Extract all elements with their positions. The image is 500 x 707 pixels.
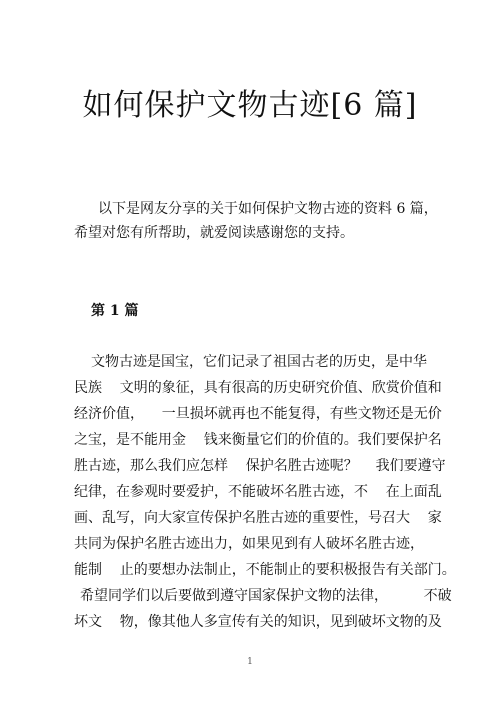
body-line-6: 纪律，在参观时要爱护，不能破坏名胜古迹，不 在上面乱 bbox=[74, 484, 442, 500]
document-title: 如何保护文物古迹[6 篇] bbox=[82, 88, 418, 123]
intro-line-1: 以下是网友分享的关于如何保护文物古迹的资料 6 篇， bbox=[98, 201, 438, 217]
intro-line-2: 希望对您有所帮助，就爱阅读感谢您的支持。 bbox=[74, 225, 354, 241]
body-line-7: 画、乱写，向大家宣传保护名胜古迹的重要性，号召大 家 bbox=[74, 510, 442, 526]
body-line-2: 民族 文明的象征，具有很高的历史研究价值、欣赏价值和 bbox=[74, 380, 442, 396]
body-line-8: 共同为保护名胜古迹出力，如果见到有人破坏名胜古迹， bbox=[74, 536, 424, 552]
body-line-5: 胜古迹，那么我们应怎样 保护名胜古迹呢？ 我们要遵守 bbox=[74, 458, 446, 474]
page-number: 1 bbox=[247, 657, 253, 667]
body-line-11: 坏文 物，像其他人多宣传有关的知识，见到破坏文物的及 bbox=[74, 614, 442, 630]
body-line-3: 经济价值， 一旦损坏就再也不能复得，有些文物还是无价 bbox=[74, 406, 442, 422]
body-line-10: 希望同学们以后要做到遵守国家保护文物的法律， 不破 bbox=[80, 588, 452, 604]
body-line-1: 文物古迹是国宝，它们记录了祖国古老的历史，是中华 bbox=[91, 354, 427, 370]
body-line-9: 能制 止的要想办法制止，不能制止的要积极报告有关部门。 bbox=[74, 562, 456, 578]
section-heading: 第 1 篇 bbox=[91, 303, 139, 319]
body-line-4: 之宝，是不能用金 钱来衡量它们的价值的。我们要保护名 bbox=[74, 432, 442, 448]
